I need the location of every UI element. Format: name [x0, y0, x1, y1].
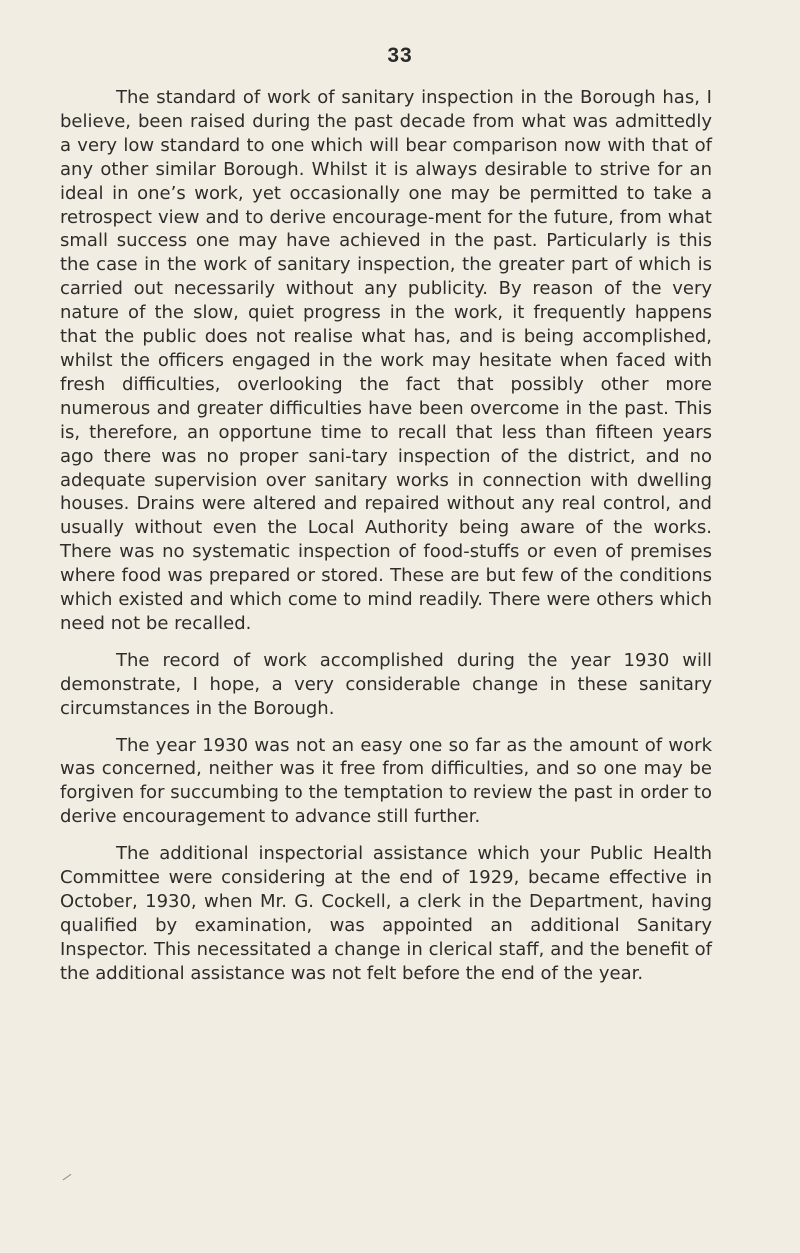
body-text [60, 86, 712, 986]
paragraph-year-1930-difficulties: The year 1930 was not an easy one so far as the amount of work was concerned, neither was it free from difficulties, and so one may be forgiven for succumbing to the temptation to review the past in order to derive encouragement to advance still further. [60, 734, 712, 828]
paragraph-additional-inspector: The additional inspectorial assistance which your Public Health Committee were considering at the end of 1929, became effective in October, 1930, when Mr. G. Cockell, a clerk in the Department, having qualified by examination, was appointed an additional Sanitary Inspector. This necessitated a change in clerical staff, and the benefit of the additional assistance was not felt before the end of the year. [60, 843, 712, 984]
page-number: 33 [387, 44, 413, 67]
paragraph-record-of-work-1930: The record of work accomplished during the year 1930 will demonstrate, I hope, a very considerable change in these sanitary circumstances in the Borough. [60, 649, 712, 719]
pencil-tick-mark [63, 1174, 76, 1186]
paragraph-sanitary-inspection-standard: The standard of work of sanitary inspection in the Borough has, I believe, been raised during the past decade from what was admittedly a very low standard to one which will bear comparison now with that of any other similar Borough. Whilst it is always desirable to strive for an ideal in one’s work, yet occasionally one may be permitted to take a retrospect view and to derive encourage-ment for the future, from what small success one may have achieved in the past. Particularly is this the case in the work of sanitary inspection, the greater part of which is carried out necessarily without any publicity. By reason of the very nature of the slow, quiet progress in the work, it frequently happens that the public does not realise what has, and is being accomplished, whilst the officers engaged in the work may hesitate when faced with fresh difficulties, overlooking the fact that possibly other more numerous and greater difficulties have been overcome in the past. This is, therefore, an opportune time to recall that less than fifteen years ago there was no proper sani-tary inspection of the district, and no adequate supervision over sanitary works in connection with dwelling houses. Drains were altered and repaired without any real control, and usually without even the Local Authority being aware of the works. There was no systematic inspection of food-stuffs or even of premises where food was prepared or stored. These are but few of the conditions which existed and which come to mind readily. There were others which need not be recalled. [60, 87, 712, 634]
